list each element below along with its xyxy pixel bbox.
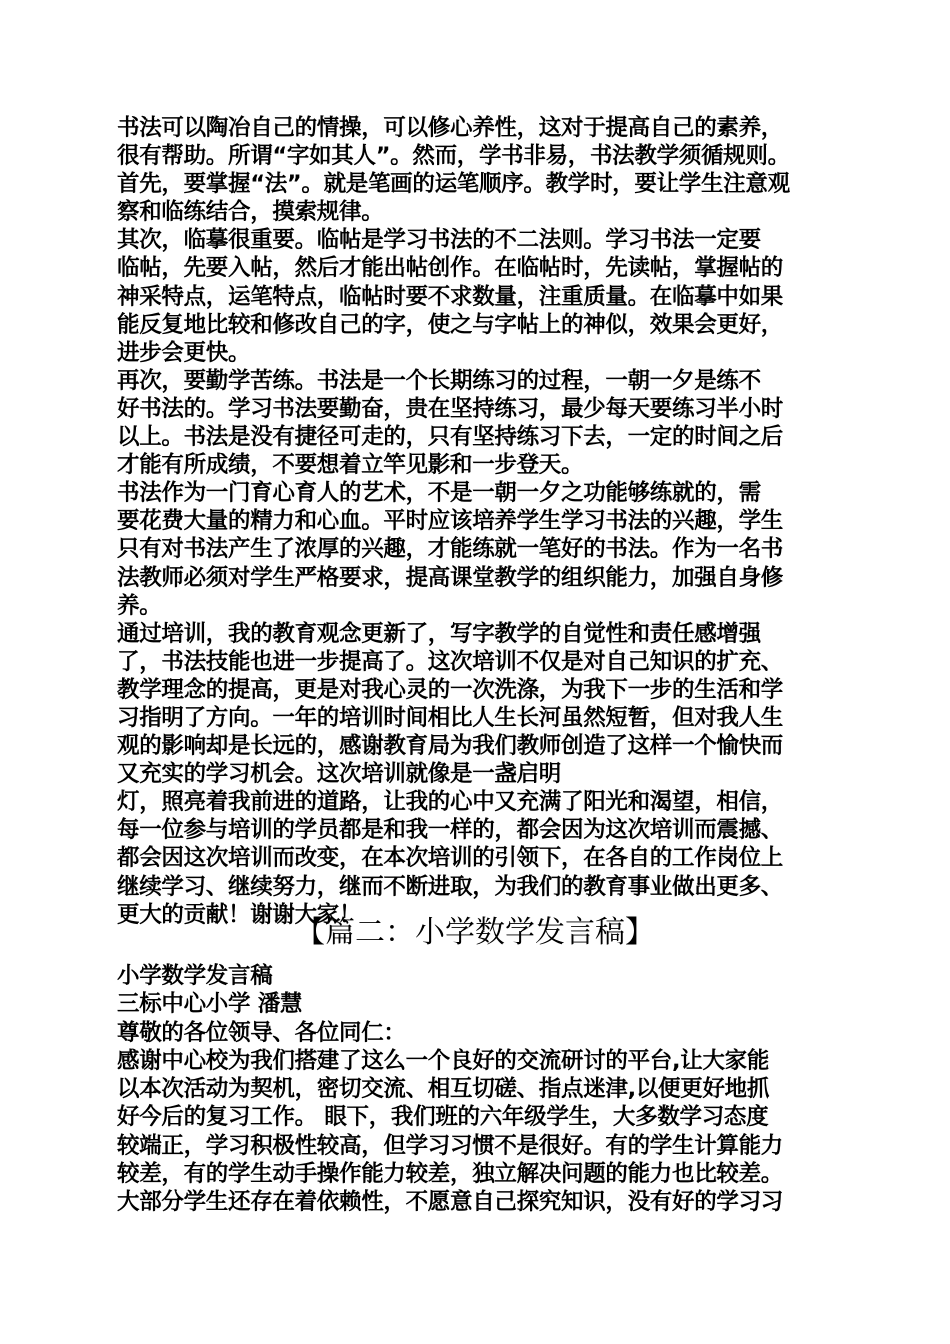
text-line: 又充实的学习机会。这次培训就像是一盏启明 (117, 761, 562, 788)
text-line: 养。 (117, 592, 162, 619)
text-line: 其次，临摹很重要。临帖是学习书法的不二法则。学习书法一定要 (117, 227, 761, 254)
text-line: 书法可以陶冶自己的情操，可以修心养性，这对于提高自己的素养， (117, 115, 784, 141)
text-line: 法教师必须对学生严格要求，提高课堂教学的组织能力，加强自身修 (117, 564, 784, 591)
text-line: 临帖，先要入帖，然后才能出帖创作。在临帖时，先读帖，掌握帖的 (117, 255, 784, 282)
text-line: 好今后的复习工作。 眼下，我们班的六年级学生，大多数学习态度 (117, 1104, 769, 1131)
text-line: 要花费大量的精力和心血。平时应该培养学生学习书法的兴趣，学生 (117, 508, 784, 535)
text-line: 再次，要勤学苦练。书法是一个长期练习的过程，一朝一夕是练不 (117, 367, 761, 394)
text-line: 教学理念的提高，更是对我心灵的一次洗涤，为我下一步的生活和学 (117, 676, 784, 703)
text-line: 每一位参与培训的学员都是和我一样的，都会因为这次培训而震撼、 (117, 817, 784, 844)
section-two-body (117, 962, 843, 1217)
text-line: 习指明了方向。一年的培训时间相比人生长河虽然短暂，但对我人生 (117, 704, 784, 731)
text-line: 很有帮助。所谓“字如其人”。然而，学书非易，书法教学须循规则。 (117, 143, 790, 170)
text-line: 三标中心小学 潘慧 (117, 991, 303, 1018)
text-line: 只有对书法产生了浓厚的兴趣，才能练就一笔好的书法。作为一名书 (117, 536, 784, 563)
text-line: 较差，有的学生动手操作能力较差，独立解决问题的能力也比较差。 (117, 1161, 784, 1188)
text-line: 小学数学发言稿 (117, 963, 273, 989)
text-line: 神采特点，运笔特点，临帖时要不求数量，注重质量。在临摹中如果 (117, 283, 784, 310)
text-line: 都会因这次培训而改变，在本次培训的引领下，在各自的工作岗位上 (117, 845, 784, 872)
text-line: 观的影响却是长远的，感谢教育局为我们教师创造了这样一个愉快而 (117, 733, 784, 760)
text-line: 大部分学生还存在着依赖性，不愿意自己探究知识，没有好的学习习 (117, 1189, 784, 1216)
text-line: 察和临练结合，摸索规律。 (117, 199, 384, 226)
text-line: 尊敬的各位领导、各位同仁： (117, 1019, 406, 1046)
text-line: 以上。书法是没有捷径可走的，只有坚持练习下去，一定的时间之后 (117, 424, 784, 451)
text-line: 较端正，学习积极性较高，但学习习惯不是很好。有的学生计算能力 (117, 1132, 784, 1159)
text-line: 书法作为一门育心育人的艺术，不是一朝一夕之功能够练就的，需 (117, 480, 761, 507)
section-two-heading: 【篇二：小学数学发言稿】 (295, 915, 655, 950)
text-line: 首先，要掌握“法”。就是笔画的运笔顺序。教学时，要让学生注意观 (117, 171, 790, 198)
section-one-body (117, 114, 843, 929)
text-line: 好书法的。学习书法要勤奋，贵在坚持练习，最少每天要练习半小时 (117, 395, 784, 422)
text-line: 能反复地比较和修改自己的字，使之与字帖上的神似，效果会更好， (117, 311, 784, 338)
text-line: 更大的贡献！谢谢大家！ (117, 901, 362, 928)
text-line: 继续学习、继续努力，继而不断进取，为我们的教育事业做出更多、 (117, 873, 784, 900)
text-line: 以本次活动为契机，密切交流、相互切磋、指点迷津,以便更好地抓 (117, 1076, 770, 1103)
text-line: 进步会更快。 (117, 339, 251, 366)
text-line: 灯，照亮着我前进的道路，让我的心中又充满了阳光和渴望，相信， (117, 789, 784, 816)
text-line: 了，书法技能也进一步提高了。这次培训不仅是对自己知识的扩充、 (117, 648, 784, 675)
text-line: 才能有所成绩，不要想着立竿见影和一步登天。 (117, 452, 584, 479)
text-line: 通过培训，我的教育观念更新了，写字教学的自觉性和责任感增强 (117, 620, 761, 647)
text-line: 感谢中心校为我们搭建了这么一个良好的交流研讨的平台,让大家能 (117, 1047, 770, 1074)
